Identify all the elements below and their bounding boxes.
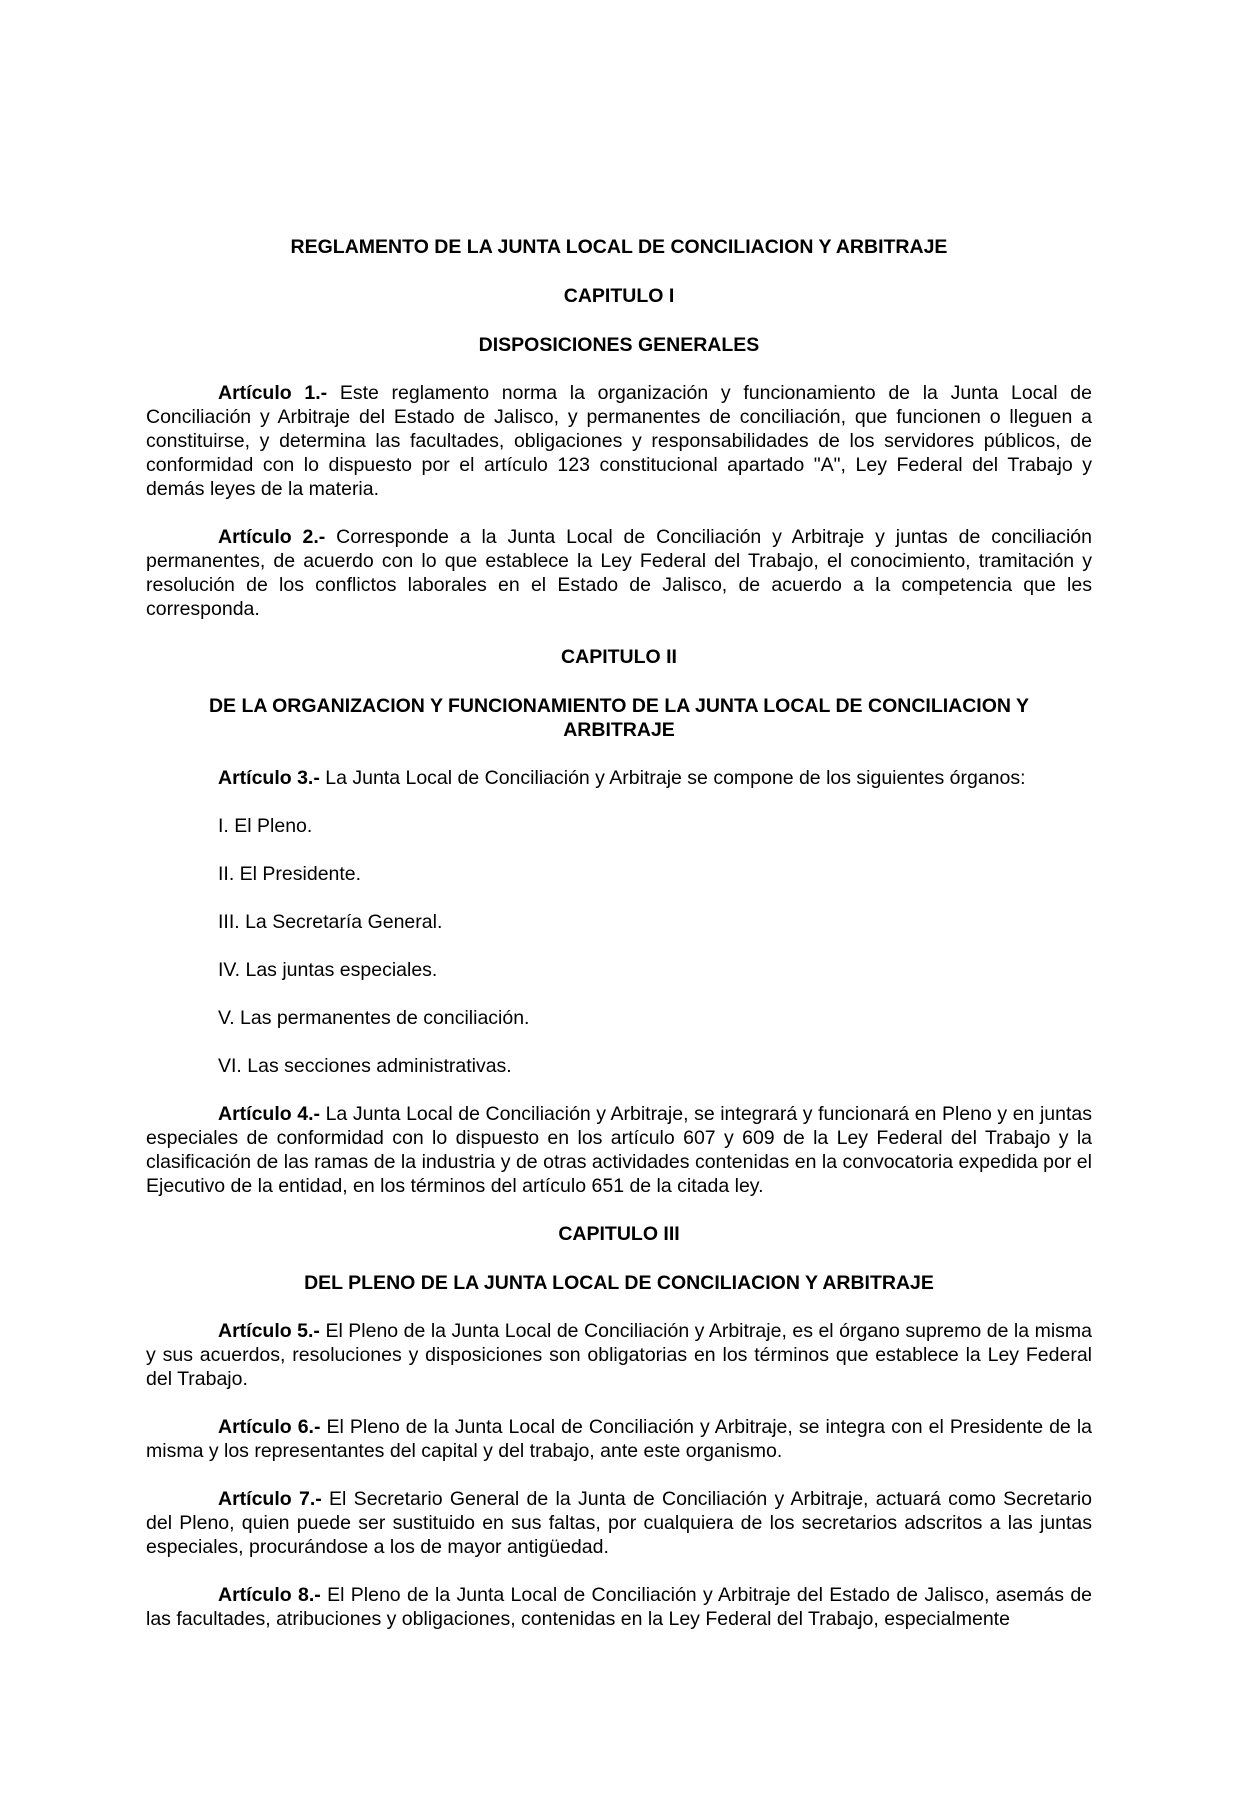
article-4 (146, 1102, 1092, 1198)
article-8 (146, 1583, 1092, 1631)
chapter-3-title: DEL PLENO DE LA JUNTA LOCAL DE CONCILIACION Y ARBITRAJE (304, 1272, 934, 1294)
chapter-1-title: DISPOSICIONES GENERALES (478, 334, 760, 356)
chapter-1-label: CAPITULO I (563, 285, 675, 307)
organ-item: I. El Pleno. (218, 815, 313, 837)
chapter-2-title-line-1: DE LA ORGANIZACION Y FUNCIONAMIENTO DE LA JUNTA LOCAL DE CONCILIACION Y (208, 695, 1030, 717)
article-7 (146, 1487, 1092, 1559)
chapter-2-title (146, 694, 1092, 742)
organ-item: II. El Presidente. (218, 863, 362, 885)
article-8-label: Artículo 8.- (218, 1584, 321, 1606)
article-3 (146, 766, 1092, 790)
organ-item: III. La Secretaría General. (218, 911, 443, 933)
article-6-label: Artículo 6.- (218, 1416, 321, 1438)
chapter-2-label: CAPITULO II (561, 646, 677, 668)
article-1-text: Este reglamento norma la organización y funcionamiento de la Junta Local de Conciliación y Arbitraje del Estado de Jalisco, y permanentes de conciliación, que funcionen o lleguen a constituirse, y determina las facultades, obligaciones y responsabilidades de los servidores públicos, de conformidad con lo dispuesto por el artículo 123 constitucional apartado "A", Ley Federal del Trabajo y demás leyes de la materia. (146, 382, 1092, 500)
article-5-label: Artículo 5.- (218, 1320, 320, 1342)
article-4-label: Artículo 4.- (218, 1103, 320, 1125)
article-7-label: Artículo 7.- (218, 1488, 322, 1510)
article-1-label: Artículo 1.- (218, 382, 328, 404)
article-2-label: Artículo 2.- (218, 526, 326, 548)
article-2-text: Corresponde a la Junta Local de Conciliación y Arbitraje y juntas de conciliación permanentes, de acuerdo con lo que establece la Ley Federal del Trabajo, el conocimiento, tramitación y resolución de los conflictos laborales en el Estado de Jalisco, de acuerdo a la competencia que les corresponda. (146, 526, 1092, 620)
organ-item: V. Las permanentes de conciliación. (218, 1007, 530, 1029)
article-4-text: La Junta Local de Conciliación y Arbitraje, se integrará y funcionará en Pleno y en juntas especiales de conformidad con lo dispuesto en los artículo 607 y 609 de la Ley Federal del Trabajo y la clasificación de las ramas de la industria y de otras actividades contenidas en la convocatoria expedida por el Ejecutivo de la entidad, en los términos del artículo 651 de la citada ley. (146, 1103, 1092, 1197)
article-7-text: El Secretario General de la Junta de Conciliación y Arbitraje, actuará como Secretario del Pleno, quien puede ser sustituido en sus faltas, por cualquiera de los secretarios adscritos a las juntas especiales, procurándose a los de mayor antigüedad. (146, 1488, 1092, 1558)
organ-item: VI. Las secciones administrativas. (218, 1055, 512, 1077)
article-3-text: La Junta Local de Conciliación y Arbitraje se compone de los siguientes órganos: (319, 767, 1026, 789)
chapter-3-label: CAPITULO III (558, 1223, 680, 1245)
article-6-text: El Pleno de la Junta Local de Conciliación y Arbitraje, se integra con el Presidente de la misma y los representantes del capital y del trabajo, ante este organismo. (146, 1416, 1092, 1462)
article-5-text: El Pleno de la Junta Local de Conciliación y Arbitraje, es el órgano supremo de la misma y sus acuerdos, resoluciones y disposiciones son obligatorias en los términos que establece la Ley Federal del Trabajo. (146, 1320, 1093, 1390)
article-6 (146, 1415, 1092, 1463)
article-8-text: El Pleno de la Junta Local de Conciliación y Arbitraje del Estado de Jalisco, asemás de las facultades, atribuciones y obligaciones, contenidas en la Ley Federal del Trabajo, especialmente (146, 1584, 1093, 1630)
article-1 (146, 381, 1092, 501)
article-3-label: Artículo 3.- (218, 767, 320, 789)
article-2 (146, 525, 1092, 621)
document-title: REGLAMENTO DE LA JUNTA LOCAL DE CONCILIACION Y ARBITRAJE (290, 236, 948, 258)
article-5 (146, 1319, 1092, 1391)
organ-item: IV. Las juntas especiales. (218, 959, 438, 981)
chapter-2-title-line-2: ARBITRAJE (563, 719, 675, 741)
